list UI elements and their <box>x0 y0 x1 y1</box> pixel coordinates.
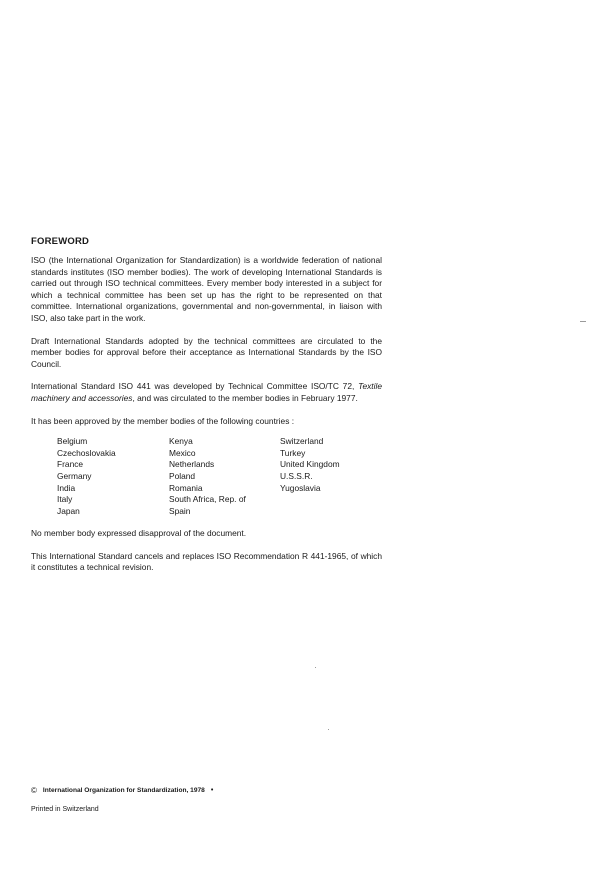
paragraph-iso-intro: ISO (the International Organization for Standardization) is a worldwide federation of national standards institutes (ISO member bodies). The work of developing International Standards is carried out through ISO technical committees. Every member body interested in a subject for which a technical committee has been set up has the right to be represented on that committee. International organizations, governmental and non-governmental, in liaison with ISO, also take part in the work. <box>31 255 382 323</box>
committee-title: Textile machinery and accessories <box>31 381 382 403</box>
country-item: U.S.S.R. <box>280 470 313 481</box>
countries-column-3 <box>280 436 380 517</box>
country-item: Belgium <box>57 436 88 447</box>
scan-speck <box>328 729 329 730</box>
countries-column-1 <box>57 436 169 517</box>
scan-speck <box>580 321 586 322</box>
copyright-text: International Organization for Standardization, 1978 <box>42 787 205 794</box>
country-item: Turkey <box>280 447 306 458</box>
country-item: Yugoslavia <box>280 482 321 493</box>
country-item: Poland <box>169 470 196 481</box>
development-text-b: , and was circulated to the member bodies in February 1977. <box>132 392 358 403</box>
country-item: Kenya <box>169 436 193 447</box>
paragraph-approval: It has been approved by the member bodies of the following countries : <box>31 415 295 426</box>
country-item: Spain <box>169 505 191 516</box>
development-text-a: International Standard ISO 441 was developed by Technical Committee ISO/TC 72, <box>31 381 355 392</box>
country-item: Switzerland <box>280 436 324 447</box>
paragraph-draft-standards: Draft International Standards adopted by the technical committees are circulated to the member bodies for approval before their acceptance as International Standards by the ISO Council. <box>31 335 382 369</box>
country-item: Czechoslovakia <box>57 447 116 458</box>
country-item: Romania <box>169 482 203 493</box>
country-item: Japan <box>57 505 80 516</box>
country-item: Italy <box>57 494 73 505</box>
countries-column-2 <box>169 436 280 517</box>
paragraph-revision: This International Standard cancels and replaces ISO Recommendation R 441-1965, of which it constitutes a technical revision. <box>31 550 382 573</box>
copyright-line <box>31 786 213 795</box>
country-item: South Africa, Rep. of <box>169 494 246 505</box>
printed-in-line: Printed in Switzerland <box>31 806 99 813</box>
country-item: Netherlands <box>169 459 215 470</box>
country-item: United Kingdom <box>280 459 340 470</box>
country-item: Mexico <box>169 447 196 458</box>
country-item: Germany <box>57 470 92 481</box>
copyright-symbol: © <box>31 786 37 795</box>
country-item: France <box>57 459 84 470</box>
paragraph-development <box>31 381 382 404</box>
bullet-icon: • <box>210 787 214 794</box>
foreword-section <box>31 236 382 585</box>
foreword-heading: FOREWORD <box>31 236 90 247</box>
countries-list <box>57 436 382 517</box>
scan-speck <box>315 667 316 668</box>
paragraph-no-disapproval: No member body expressed disapproval of the document. <box>31 528 247 539</box>
country-item: India <box>57 482 76 493</box>
